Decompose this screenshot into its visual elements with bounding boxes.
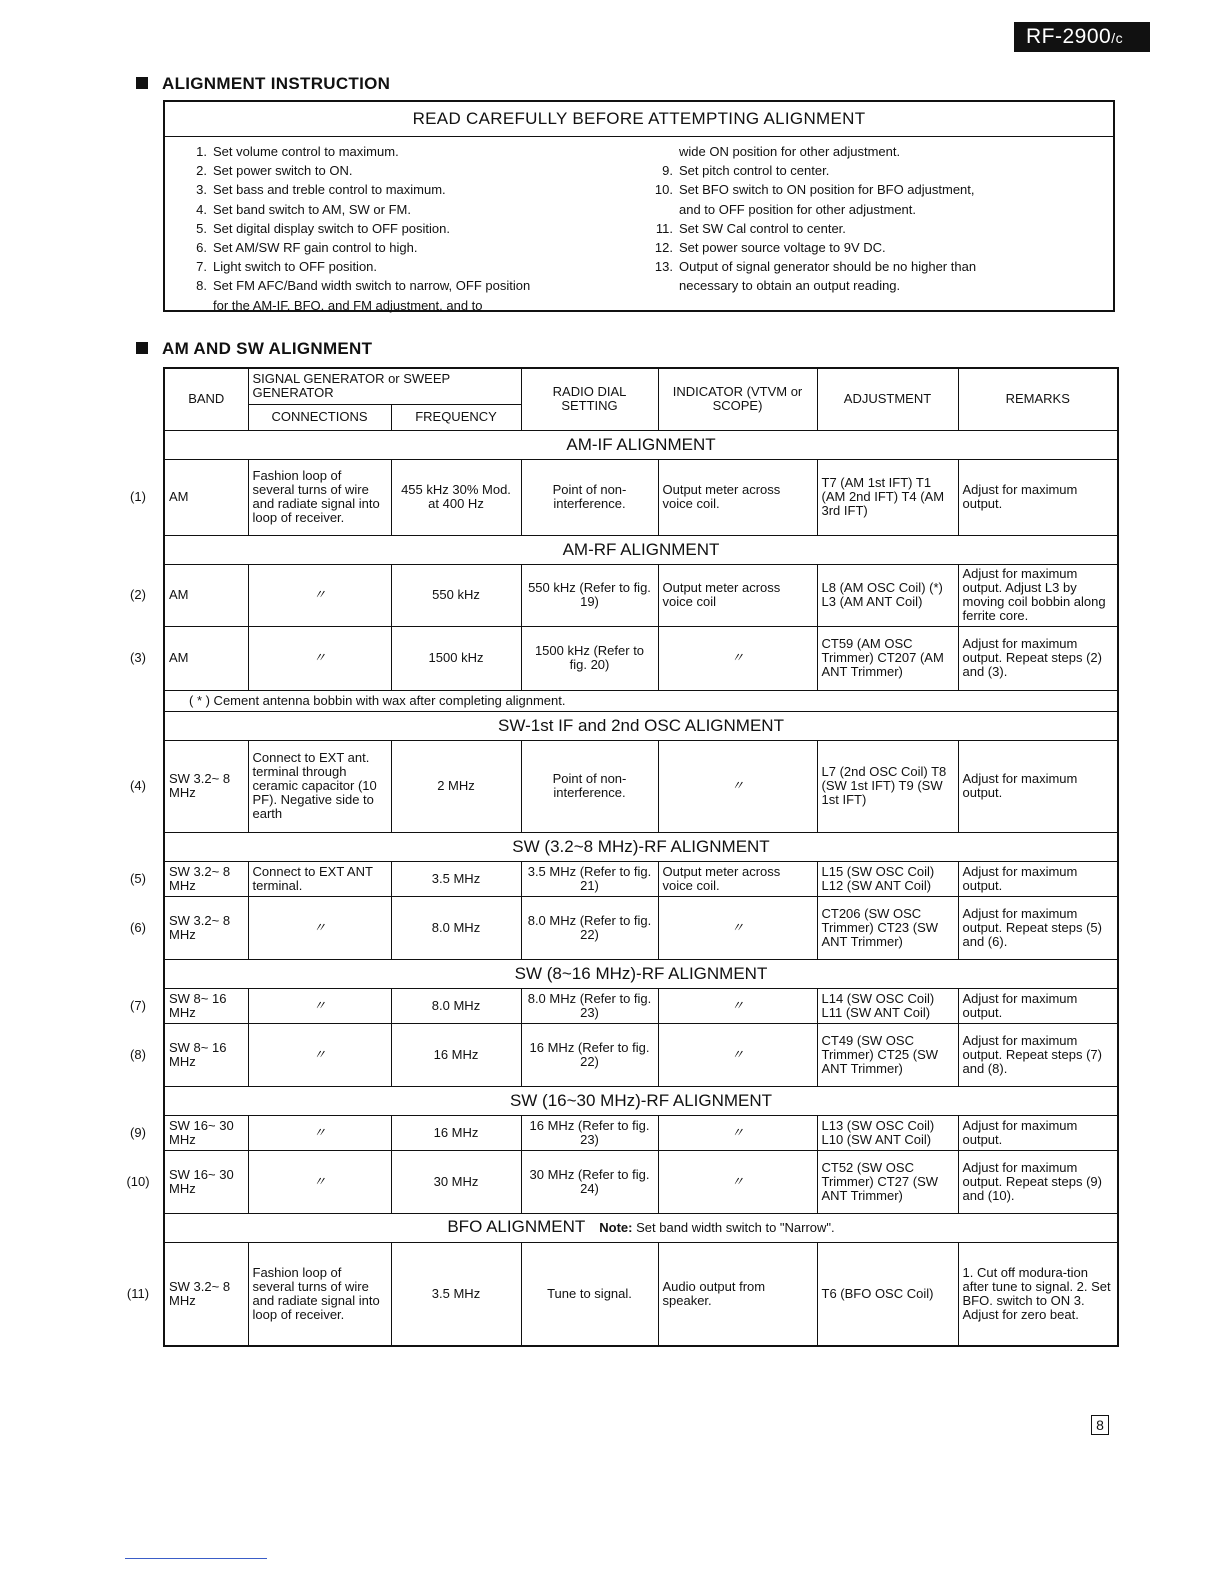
remarks-cell: Adjust for maximum output. Adjust L3 by moving coil bobbin along ferrite core. [958, 564, 1118, 626]
section-row-bfo [164, 1213, 1118, 1242]
bullet-square-icon [136, 77, 148, 89]
table-row [164, 1023, 1118, 1086]
adjustment-cell: L15 (SW OSC Coil) L12 (SW ANT Coil) [817, 861, 958, 896]
item-text: for the AM-IF, BFO, and FM adjustment, and to [213, 297, 483, 313]
row-number: (8) [130, 1046, 146, 1062]
list-item [645, 200, 1105, 219]
item-text: Set volume control to maximum. [213, 144, 399, 159]
item-text: Set band switch to AM, SW or FM. [213, 201, 411, 217]
indicator-cell: 〃 [658, 626, 817, 690]
frequency-cell: 1500 kHz [391, 626, 521, 690]
indicator-cell: 〃 [658, 740, 817, 832]
adjustment-cell: L13 (SW OSC Coil) L10 (SW ANT Coil) [817, 1115, 958, 1150]
connections-cell: Fashion loop of several turns of wire and radiate signal into loop of receiver. [248, 459, 391, 535]
dial-cell: Point of non-interference. [521, 459, 658, 535]
remarks-cell: Adjust for maximum output. [958, 740, 1118, 832]
remarks-cell: Adjust for maximum output. Repeat steps (2) and (3). [958, 626, 1118, 690]
item-number: 6. [196, 239, 207, 255]
bullet-square-icon [136, 342, 148, 354]
band-cell: AM [164, 459, 248, 535]
band-cell: SW 3.2~ 8 MHz [164, 896, 248, 959]
frequency-cell: 3.5 MHz [391, 1242, 521, 1346]
section-row-am-rf: AM-RF ALIGNMENT [164, 535, 1118, 564]
item-number: 3. [196, 182, 207, 198]
frequency-cell: 2 MHz [391, 740, 521, 832]
model-badge [1014, 22, 1150, 52]
item-text: Set power source voltage to 9V DC. [679, 239, 886, 255]
item-text: Light switch to OFF position. [213, 259, 378, 275]
indicator-cell: Output meter across voice coil. [658, 861, 817, 896]
header-adjustment: ADJUSTMENT [817, 368, 958, 430]
indicator-cell: 〃 [658, 896, 817, 959]
band-cell: AM [164, 626, 248, 690]
item-text: Output of signal generator should be no higher than [679, 259, 977, 275]
table-row [164, 861, 1118, 896]
connections-cell: 〃 [248, 1023, 391, 1086]
item-text: wide ON position for other adjustment. [679, 144, 901, 159]
adjustment-cell: CT206 (SW OSC Trimmer) CT23 (SW ANT Trimmer) [817, 896, 958, 959]
item-number: 9. [662, 163, 673, 179]
section-title: AM AND SW ALIGNMENT [162, 339, 373, 358]
table-row [164, 459, 1118, 535]
remarks-cell: Adjust for maximum output. [958, 861, 1118, 896]
adjustment-cell: L8 (AM OSC Coil) (*) L3 (AM ANT Coil) [817, 564, 958, 626]
dial-cell: 16 MHz (Refer to fig. 22) [521, 1023, 658, 1086]
table-row [164, 740, 1118, 832]
item-number: 12. [654, 239, 673, 255]
item-text: Set digital display switch to OFF position. [213, 220, 450, 236]
frequency-cell: 3.5 MHz [391, 861, 521, 896]
list-item [179, 276, 639, 295]
dial-cell: Point of non-interference. [521, 740, 658, 832]
remarks-cell: Adjust for maximum output. Repeat steps (5) and (6). [958, 896, 1118, 959]
frequency-cell: 550 kHz [391, 564, 521, 626]
item-number: 4. [196, 201, 207, 217]
dial-cell: 1500 kHz (Refer to fig. 20) [521, 626, 658, 690]
table-header-row [164, 368, 1118, 404]
header-connections: CONNECTIONS [248, 404, 391, 430]
connections-cell: Fashion loop of several turns of wire and radiate signal into loop of receiver. [248, 1242, 391, 1346]
list-item [179, 180, 639, 199]
indicator-cell: Output meter across voice coil [658, 564, 817, 626]
band-cell: SW 3.2~ 8 MHz [164, 1242, 248, 1346]
item-text: and to OFF position for other adjustment. [679, 201, 917, 217]
indicator-cell: 〃 [658, 1115, 817, 1150]
remarks-cell: 1. Cut off modura-tion after tune to signal. 2. Set BFO. switch to ON 3. Adjust for zero beat. [958, 1242, 1118, 1346]
remarks-cell: Adjust for maximum output. [958, 459, 1118, 535]
list-item [179, 142, 639, 161]
instruction-box-heading: READ CAREFULLY BEFORE ATTEMPTING ALIGNMENT [165, 102, 1113, 137]
list-item [179, 238, 639, 257]
section-row-am-if: AM-IF ALIGNMENT [164, 430, 1118, 459]
instruction-box [163, 100, 1115, 312]
indicator-cell: 〃 [658, 1023, 817, 1086]
section-row-sw-8-16: SW (8~16 MHz)-RF ALIGNMENT [164, 959, 1118, 988]
item-number: 7. [196, 259, 207, 275]
item-number: 5. [196, 220, 207, 236]
table-row [164, 564, 1118, 626]
alignment-table [163, 367, 1119, 1347]
header-band: BAND [164, 368, 248, 430]
row-number: (3) [130, 650, 146, 665]
item-number: 13. [654, 259, 673, 275]
band-cell: SW 3.2~ 8 MHz [164, 740, 248, 832]
item-number: 1. [196, 144, 207, 159]
item-text: Set power switch to ON. [213, 163, 353, 179]
section-title: ALIGNMENT INSTRUCTION [162, 74, 391, 93]
model-number: RF-2900 [1026, 25, 1112, 48]
frequency-cell: 8.0 MHz [391, 896, 521, 959]
adjustment-cell: T7 (AM 1st IFT) T1 (AM 2nd IFT) T4 (AM 3rd IFT) [817, 459, 958, 535]
row-number: (6) [130, 919, 146, 935]
adjustment-cell: T6 (BFO OSC Coil) [817, 1242, 958, 1346]
frequency-cell: 16 MHz [391, 1023, 521, 1086]
header-indicator: INDICATOR (VTVM or SCOPE) [658, 368, 817, 430]
row-number: (5) [130, 870, 146, 886]
dial-cell: 550 kHz (Refer to fig. 19) [521, 564, 658, 626]
header-remarks: REMARKS [958, 368, 1118, 430]
item-number: 11. [655, 220, 673, 236]
connections-cell: 〃 [248, 896, 391, 959]
list-item [179, 257, 639, 276]
list-item [179, 219, 639, 238]
table-row [164, 896, 1118, 959]
dial-cell: 3.5 MHz (Refer to fig. 21) [521, 861, 658, 896]
bfo-title: BFO ALIGNMENT [447, 1217, 586, 1236]
indicator-cell: Audio output from speaker. [658, 1242, 817, 1346]
remarks-cell: Adjust for maximum output. [958, 1115, 1118, 1150]
remarks-cell: Adjust for maximum output. [958, 988, 1118, 1023]
item-text: Set BFO switch to ON position for BFO adjustment, [679, 182, 975, 198]
table-row [164, 1115, 1118, 1150]
table-row [164, 626, 1118, 690]
item-text: Set FM AFC/Band width switch to narrow, OFF position [213, 278, 531, 294]
item-text: Set AM/SW RF gain control to high. [213, 239, 418, 255]
item-number: 2. [196, 163, 207, 179]
cement-note: ( * ) Cement antenna bobbin with wax after completing alignment. [164, 690, 1118, 711]
band-cell: SW 16~ 30 MHz [164, 1115, 248, 1150]
list-item [645, 142, 1105, 161]
frequency-cell: 30 MHz [391, 1150, 521, 1213]
section-row-sw-3-8: SW (3.2~8 MHz)-RF ALIGNMENT [164, 832, 1118, 861]
adjustment-cell: CT59 (AM OSC Trimmer) CT207 (AM ANT Trimmer) [817, 626, 958, 690]
header-signal-generator: SIGNAL GENERATOR or SWEEP GENERATOR [248, 368, 521, 404]
model-suffix: /c [1111, 30, 1124, 46]
dial-cell: Tune to signal. [521, 1242, 658, 1346]
dial-cell: 16 MHz (Refer to fig. 23) [521, 1115, 658, 1150]
list-item [645, 257, 1105, 276]
list-item [645, 219, 1105, 238]
item-text: Set pitch control to center. [679, 163, 830, 179]
frequency-cell: 16 MHz [391, 1115, 521, 1150]
item-number: 8. [196, 278, 207, 294]
connections-cell: 〃 [248, 1150, 391, 1213]
remarks-cell: Adjust for maximum output. Repeat steps (9) and (10). [958, 1150, 1118, 1213]
indicator-cell: 〃 [658, 1150, 817, 1213]
frequency-cell: 8.0 MHz [391, 988, 521, 1023]
band-cell: SW 16~ 30 MHz [164, 1150, 248, 1213]
item-number: 10. [654, 182, 673, 198]
indicator-cell: Output meter across voice coil. [658, 459, 817, 535]
list-item [645, 180, 1105, 199]
connections-cell: 〃 [248, 988, 391, 1023]
remarks-cell: Adjust for maximum output. Repeat steps (7) and (8). [958, 1023, 1118, 1086]
section-heading-am-sw [136, 339, 372, 359]
dial-cell: 30 MHz (Refer to fig. 24) [521, 1150, 658, 1213]
row-number: (1) [130, 489, 146, 504]
connections-cell: 〃 [248, 564, 391, 626]
list-item [179, 161, 639, 180]
page-number: 8 [1091, 1415, 1109, 1435]
item-text: Set bass and treble control to maximum. [213, 182, 446, 198]
list-item [645, 161, 1105, 180]
row-number: (11) [126, 1286, 150, 1301]
connections-cell: Connect to EXT ANT terminal. [248, 861, 391, 896]
band-cell: SW 3.2~ 8 MHz [164, 861, 248, 896]
row-number: (4) [130, 778, 146, 793]
dial-cell: 8.0 MHz (Refer to fig. 22) [521, 896, 658, 959]
frequency-cell: 455 kHz 30% Mod. at 400 Hz [391, 459, 521, 535]
table-row [164, 1150, 1118, 1213]
row-number: (9) [130, 1124, 146, 1140]
dial-cell: 8.0 MHz (Refer to fig. 23) [521, 988, 658, 1023]
bfo-note: Set band width switch to "Narrow". [636, 1220, 835, 1235]
item-text: necessary to obtain an output reading. [679, 278, 901, 294]
adjustment-cell: L14 (SW OSC Coil) L11 (SW ANT Coil) [817, 988, 958, 1023]
instruction-list-left [179, 142, 639, 315]
list-item [645, 276, 1105, 295]
band-cell: SW 8~ 16 MHz [164, 988, 248, 1023]
table-row [164, 988, 1118, 1023]
header-radio-dial: RADIO DIAL SETTING [521, 368, 658, 430]
adjustment-cell: L7 (2nd OSC Coil) T8 (SW 1st IFT) T9 (SW 1st IFT) [817, 740, 958, 832]
connections-cell: 〃 [248, 626, 391, 690]
band-cell: AM [164, 564, 248, 626]
connections-cell: Connect to EXT ant. terminal through ceramic capacitor (10 PF). Negative side to earth [248, 740, 391, 832]
list-item [179, 200, 639, 219]
list-item [645, 238, 1105, 257]
section-heading-alignment-instruction [136, 74, 390, 94]
row-number: (7) [130, 997, 146, 1013]
list-item [179, 296, 639, 315]
footer-rule [125, 1558, 267, 1559]
section-row-sw-16-30: SW (16~30 MHz)-RF ALIGNMENT [164, 1086, 1118, 1115]
header-frequency: FREQUENCY [391, 404, 521, 430]
instruction-list-right [645, 142, 1105, 296]
connections-cell: 〃 [248, 1115, 391, 1150]
item-text: Set SW Cal control to center. [679, 220, 846, 236]
adjustment-cell: CT52 (SW OSC Trimmer) CT27 (SW ANT Trimmer) [817, 1150, 958, 1213]
band-cell: SW 8~ 16 MHz [164, 1023, 248, 1086]
row-number: (10) [126, 1173, 150, 1189]
table-row [164, 1242, 1118, 1346]
section-row-sw-1st-if: SW-1st IF and 2nd OSC ALIGNMENT [164, 711, 1118, 740]
row-number: (2) [130, 587, 146, 602]
bfo-note-label: Note: [599, 1220, 633, 1235]
adjustment-cell: CT49 (SW OSC Trimmer) CT25 (SW ANT Trimmer) [817, 1023, 958, 1086]
indicator-cell: 〃 [658, 988, 817, 1023]
